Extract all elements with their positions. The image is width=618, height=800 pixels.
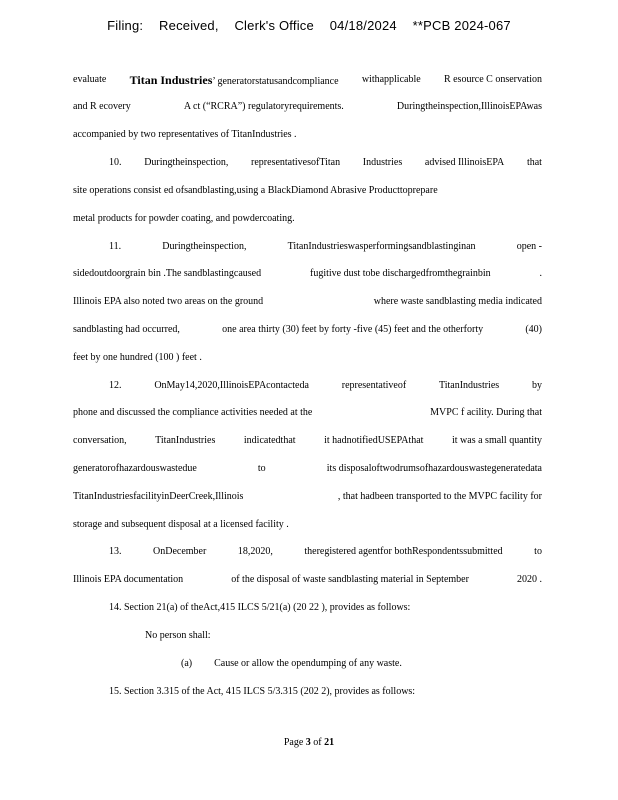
filing-date: 04/18/2024: [329, 18, 397, 33]
body-line-15: generatorofhazardouswastedue to its disposaloftwodrumsofhazardouswastegeneratedata: [73, 463, 542, 474]
page-number: 3: [305, 737, 311, 748]
paragraph-14: 14. Section 21(a) of theAct,415 ILCS 5/21(a) (20 22 ), provides as follows:: [109, 602, 411, 613]
of-label: of: [313, 737, 322, 748]
body-line-16: TitanIndustriesfacilityinDeerCreek,Illinois , that hadbeen transported to the MVPC facility for: [73, 491, 542, 502]
body-line-17: storage and subsequent disposal at a licensed facility .: [73, 519, 289, 530]
office-label: Clerk's Office: [234, 18, 314, 33]
body-line-13: phone and discussed the compliance activities needed at the MVPC f acility. During that: [73, 407, 542, 418]
paragraph-13: 13. OnDecember 18,2020, theregistered agentfor bothRespondentssubmitted to: [109, 546, 542, 557]
page-footer: [0, 737, 618, 748]
paragraph-10: 10. Duringtheinspection, representativesofTitan Industries advised IllinoisEPA that: [109, 157, 542, 168]
body-line-6: metal products for powder coating, and powdercoating.: [73, 213, 295, 224]
filing-header: [0, 18, 618, 33]
body-line-5: site operations consist ed ofsandblasting,using a BlackDiamond Abrasive Producttoprepare: [73, 185, 438, 196]
body-line-10: sandblasting had occurred, one area thirty (30) feet by forty -five (45) feet and the otherforty (40): [73, 324, 542, 335]
filing-label: Filing:: [107, 18, 144, 33]
paragraph-12: 12. OnMay14,2020,IllinoisEPAcontacteda representativeof TitanIndustries by: [109, 380, 542, 391]
page-total: 21: [324, 737, 335, 748]
body-line-19: Illinois EPA documentation of the disposal of waste sandblasting material in September 2020 .: [73, 574, 542, 585]
case-number: **PCB 2024-067: [412, 18, 511, 33]
page-label: Page: [283, 737, 304, 748]
body-line-8: sidedoutdoorgrain bin .The sandblastingcaused fugitive dust tobe dischargedfromthegrainbin .: [73, 268, 542, 279]
body-line-1: evaluate Titan Industries’ generatorstatusandcompliance withapplicable R esource C onservation: [73, 73, 542, 87]
body-line-2: and R ecovery A ct (“RCRA”) regulatoryrequirements. Duringtheinspection,IllinoisEPAwas: [73, 101, 542, 112]
body-line-9: Illinois EPA also noted two areas on the ground where waste sandblasting media indicated: [73, 296, 542, 307]
quote-line-2: (a) Cause or allow the opendumping of any waste.: [181, 658, 402, 669]
body-line-3: accompanied by two representatives of TitanIndustries .: [73, 129, 297, 140]
quote-line-1: No person shall:: [145, 630, 211, 641]
paragraph-15: 15. Section 3.315 of the Act, 415 ILCS 5/3.315 (202 2), provides as follows:: [109, 686, 416, 697]
received-label: Received,: [159, 18, 219, 33]
body-line-14: conversation, TitanIndustries indicatedthat it hadnotifiedUSEPAthat it was a small quantity: [73, 435, 542, 446]
paragraph-11: 11. Duringtheinspection, TitanIndustrieswasperformingsandblastinginan open -: [109, 241, 542, 252]
body-line-11: feet by one hundred (100 ) feet .: [73, 352, 202, 363]
company-name: Titan Industries: [129, 73, 213, 87]
